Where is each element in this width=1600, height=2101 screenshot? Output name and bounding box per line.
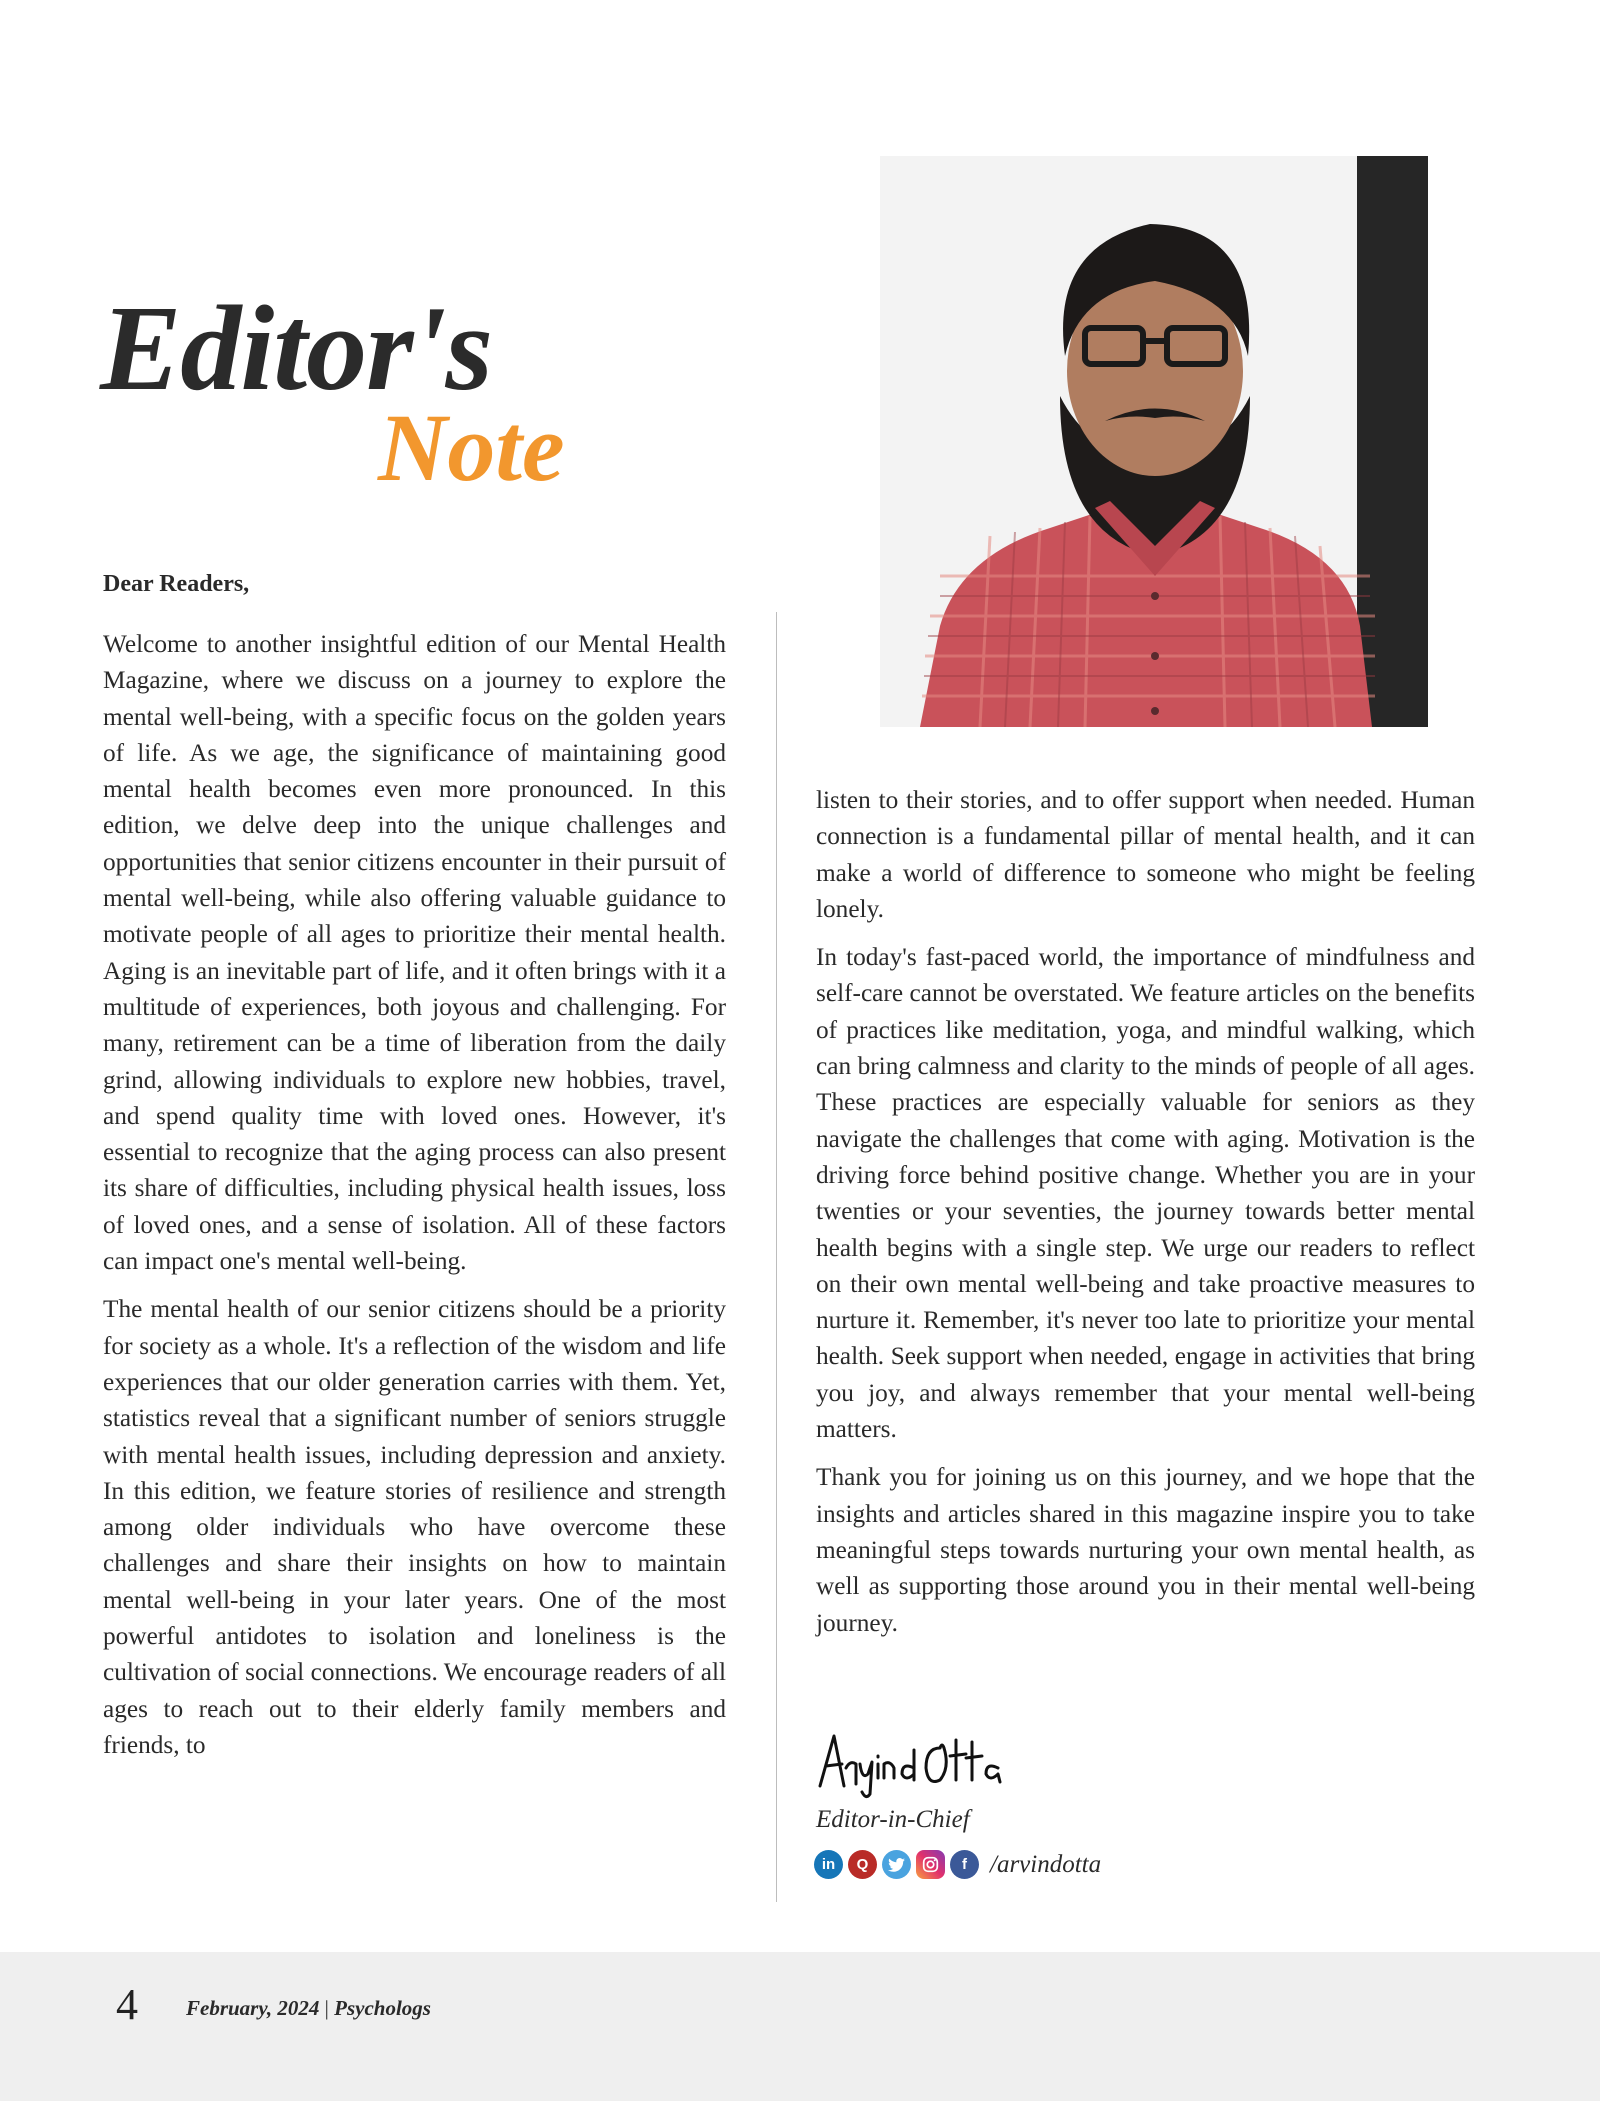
issue-date: February, 2024: [186, 1996, 320, 2020]
paragraph: listen to their stories, and to offer support when needed. Human connection is a fundamental pillar of mental health, and it can make a world of difference to someone who might be feeling lonely.: [816, 786, 1475, 923]
facebook-icon[interactable]: f: [950, 1850, 979, 1879]
editor-portrait-illustration: [880, 156, 1428, 727]
editor-photo: [880, 156, 1428, 727]
left-column: [103, 626, 726, 1775]
footer-band: [0, 1952, 1600, 2101]
title-editors: Editor's: [100, 281, 493, 416]
handwritten-signature: [816, 1728, 1006, 1800]
paragraph: Thank you for joining us on this journey, and we hope that the insights and articles shared in this magazine inspire you to take meaningful steps towards nurturing your own mental health, as well as supporting those around you in their mental well-being journey.: [816, 1463, 1475, 1637]
linkedin-icon[interactable]: in: [814, 1850, 843, 1879]
footer-issue-line: [186, 1996, 431, 2021]
twitter-icon[interactable]: [882, 1850, 911, 1879]
publication-name: Psychologs: [334, 1996, 431, 2020]
quora-icon[interactable]: Q: [848, 1850, 877, 1879]
social-handle[interactable]: /arvindotta: [990, 1850, 1102, 1878]
right-column: [816, 782, 1475, 1653]
footer-separator: |: [324, 1996, 329, 2020]
paragraph: The mental health of our senior citizens should be a priority for society as a whole. It's a reflection of the wisdom and life experiences that our older generation carries with them. Yet, statistics reveal that a significant number of seniors struggle with mental health issues, including depression and anxiety. In this edition, we feature stories of resilience and strength among older individuals who have overcome these challenges and share their insights on how to maintain mental well-being in your later years. One of the most powerful antidotes to isolation and loneliness is the cultivation of social connections. We encourage readers of all ages to reach out to their elderly family members and friends, to: [103, 1295, 726, 1759]
paragraph: Welcome to another insightful edition of our Mental Health Magazine, where we discuss on a journey to explore the mental well-being, with a specific focus on the golden years of life. As we age, the significance of maintaining good mental health becomes even more pronounced. In this edition, we delve deep into the unique challenges and opportunities that senior citizens encounter in their pursuit of mental well-being, while also offering valuable guidance to motivate people of all ages to prioritize their mental health. Aging is an inevitable part of life, and it often brings with it a multitude of experiences, both joyous and challenging. For many, retirement can be a time of liberation from the daily grind, allowing individuals to explore new hobbies, travel, and spend quality time with loved ones. However, it's essential to recognize that the aging process can also present its share of difficulties, including physical health issues, loss of loved ones, and a sense of isolation. All of these factors can impact one's mental well-being.: [103, 630, 726, 1276]
title-note: Note: [378, 394, 565, 501]
signature-role: Editor-in-Chief: [816, 1806, 970, 1833]
salutation: Dear Readers,: [103, 571, 250, 597]
column-divider: [776, 612, 777, 1902]
paragraph: In today's fast-paced world, the importance of mindfulness and self-care cannot be overstated. We feature articles on the benefits of practices like meditation, yoga, and mindful walking, which can bring calmness and clarity to the minds of people of all ages. These practices are especially valuable for seniors as they navigate the challenges that come with aging. Motivation is the driving force behind positive change. Whether you are in your twenties or your seventies, the journey towards better mental health begins with a single step. We urge our readers to reflect on their own mental well-being and take proactive measures to nurture it. Remember, it's never too late to prioritize your mental health. Seek support when needed, engage in activities that bring you joy, and always remember that your mental well-being matters.: [816, 943, 1475, 1444]
page-number: 4: [116, 1980, 138, 2029]
instagram-icon[interactable]: [916, 1850, 945, 1879]
social-links: [814, 1850, 1101, 1879]
